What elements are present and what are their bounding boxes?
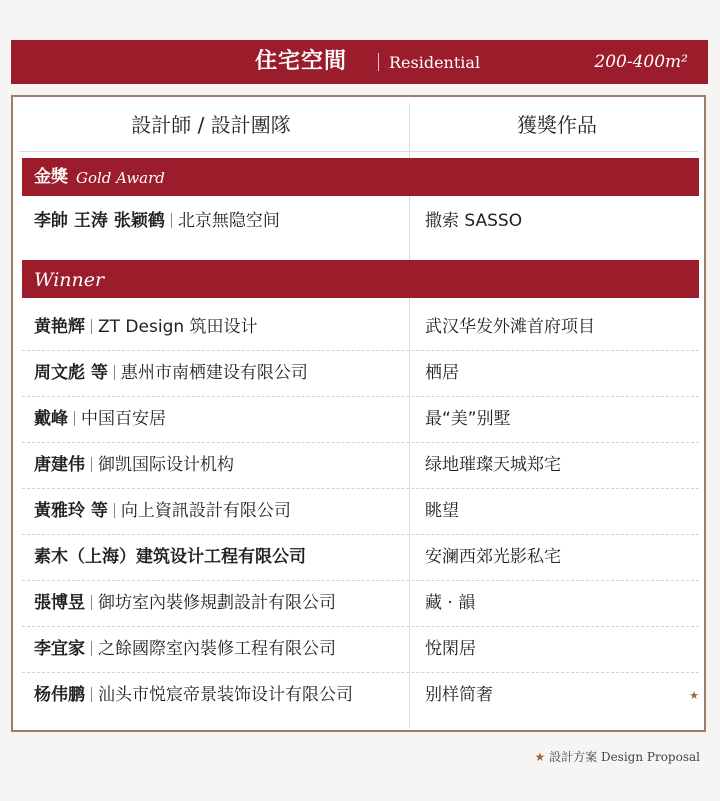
work-cell: 撒索 SASSO: [425, 211, 523, 231]
section-winner: [22, 260, 699, 298]
banner-area-range: 200-400m²: [594, 52, 688, 72]
separator: [171, 213, 172, 228]
column-header-designer: 設計師 / 設計團隊: [131, 113, 291, 137]
designer-cell: [34, 581, 336, 626]
designer-names: 李帥 王涛 张颖鹤: [34, 211, 165, 231]
designer-cell: [34, 305, 258, 350]
designer-cell: [34, 443, 234, 488]
designer-company: 向上資訊設計有限公司: [120, 501, 291, 521]
table-row: [22, 305, 699, 351]
star-icon: ★: [689, 689, 699, 702]
banner-subtitle: Residential: [389, 53, 481, 72]
separator: [91, 457, 92, 472]
work-cell: 悅閑居: [425, 639, 476, 659]
designer-names: 素木（上海）建筑设计工程有限公司: [34, 547, 306, 567]
work-cell: 藏 · 韻: [425, 593, 476, 613]
table-row: [22, 581, 699, 627]
designer-cell: [34, 489, 291, 534]
work-cell: 最“美”别墅: [425, 409, 511, 429]
table-row: [22, 673, 699, 718]
header-divider: [19, 151, 698, 152]
designer-names: 周文彪 等: [34, 363, 108, 383]
designer-company: 惠州市南栖建设有限公司: [120, 363, 308, 383]
section-gold-award: [22, 158, 699, 196]
gold-label-en: Gold Award: [76, 169, 165, 187]
designer-names: 黃雅玲 等: [34, 501, 108, 521]
table-row: [22, 489, 699, 535]
designer-cell: [34, 199, 280, 244]
column-header-work: 獲獎作品: [517, 113, 597, 137]
work-cell: 武汉华发外滩首府项目: [425, 317, 595, 337]
table-row: [22, 351, 699, 397]
designer-company: 中国百安居: [81, 409, 166, 429]
separator: [91, 595, 92, 610]
separator: [91, 319, 92, 334]
table-row: [22, 535, 699, 581]
designer-company: ZT Design 筑田设计: [98, 317, 258, 337]
designer-cell: [34, 535, 306, 580]
legend: [535, 748, 700, 765]
table-row: [22, 397, 699, 443]
banner-divider: [378, 53, 379, 71]
designer-cell: [34, 397, 166, 442]
table-row: [22, 199, 699, 244]
work-cell: 别样简奢: [425, 685, 493, 705]
table-row: [22, 443, 699, 489]
designer-company: 汕头市悦宸帝景装饰设计有限公司: [98, 685, 353, 705]
separator: [91, 641, 92, 656]
designer-company: 之餘國際室內裝修工程有限公司: [98, 639, 336, 659]
gold-label-cn: 金獎: [34, 167, 68, 187]
star-icon: ★: [534, 750, 546, 764]
separator: [114, 503, 115, 518]
designer-cell: [34, 673, 353, 718]
designer-names: 張博昱: [34, 593, 85, 613]
work-cell: 安澜西郊光影私宅: [425, 547, 561, 567]
designer-company: 御坊室內裝修規劃設計有限公司: [98, 593, 336, 613]
separator: [91, 687, 92, 702]
designer-names: 唐建伟: [34, 455, 85, 475]
legend-label-cn: 設計方案: [549, 750, 598, 764]
designer-names: 杨伟鹏: [34, 685, 85, 705]
work-cell: 栖居: [425, 363, 459, 383]
designer-cell: [34, 351, 308, 396]
table-row: [22, 627, 699, 673]
work-cell: 绿地璀璨天城郑宅: [425, 455, 561, 475]
designer-company: 北京無隐空间: [177, 211, 280, 231]
awards-table: [11, 95, 706, 732]
designer-names: 黄艳辉: [34, 317, 85, 337]
separator: [114, 365, 115, 380]
separator: [74, 411, 75, 426]
section-banner: [11, 40, 708, 84]
winner-label: Winner: [34, 269, 105, 291]
legend-label-en: Design Proposal: [600, 750, 700, 764]
banner-title: 住宅空間: [255, 49, 348, 74]
designer-names: 李宜家: [34, 639, 85, 659]
designer-names: 戴峰: [34, 409, 68, 429]
designer-cell: [34, 627, 336, 672]
designer-company: 御凯国际设计机构: [98, 455, 234, 475]
work-cell: 眺望: [425, 501, 459, 521]
